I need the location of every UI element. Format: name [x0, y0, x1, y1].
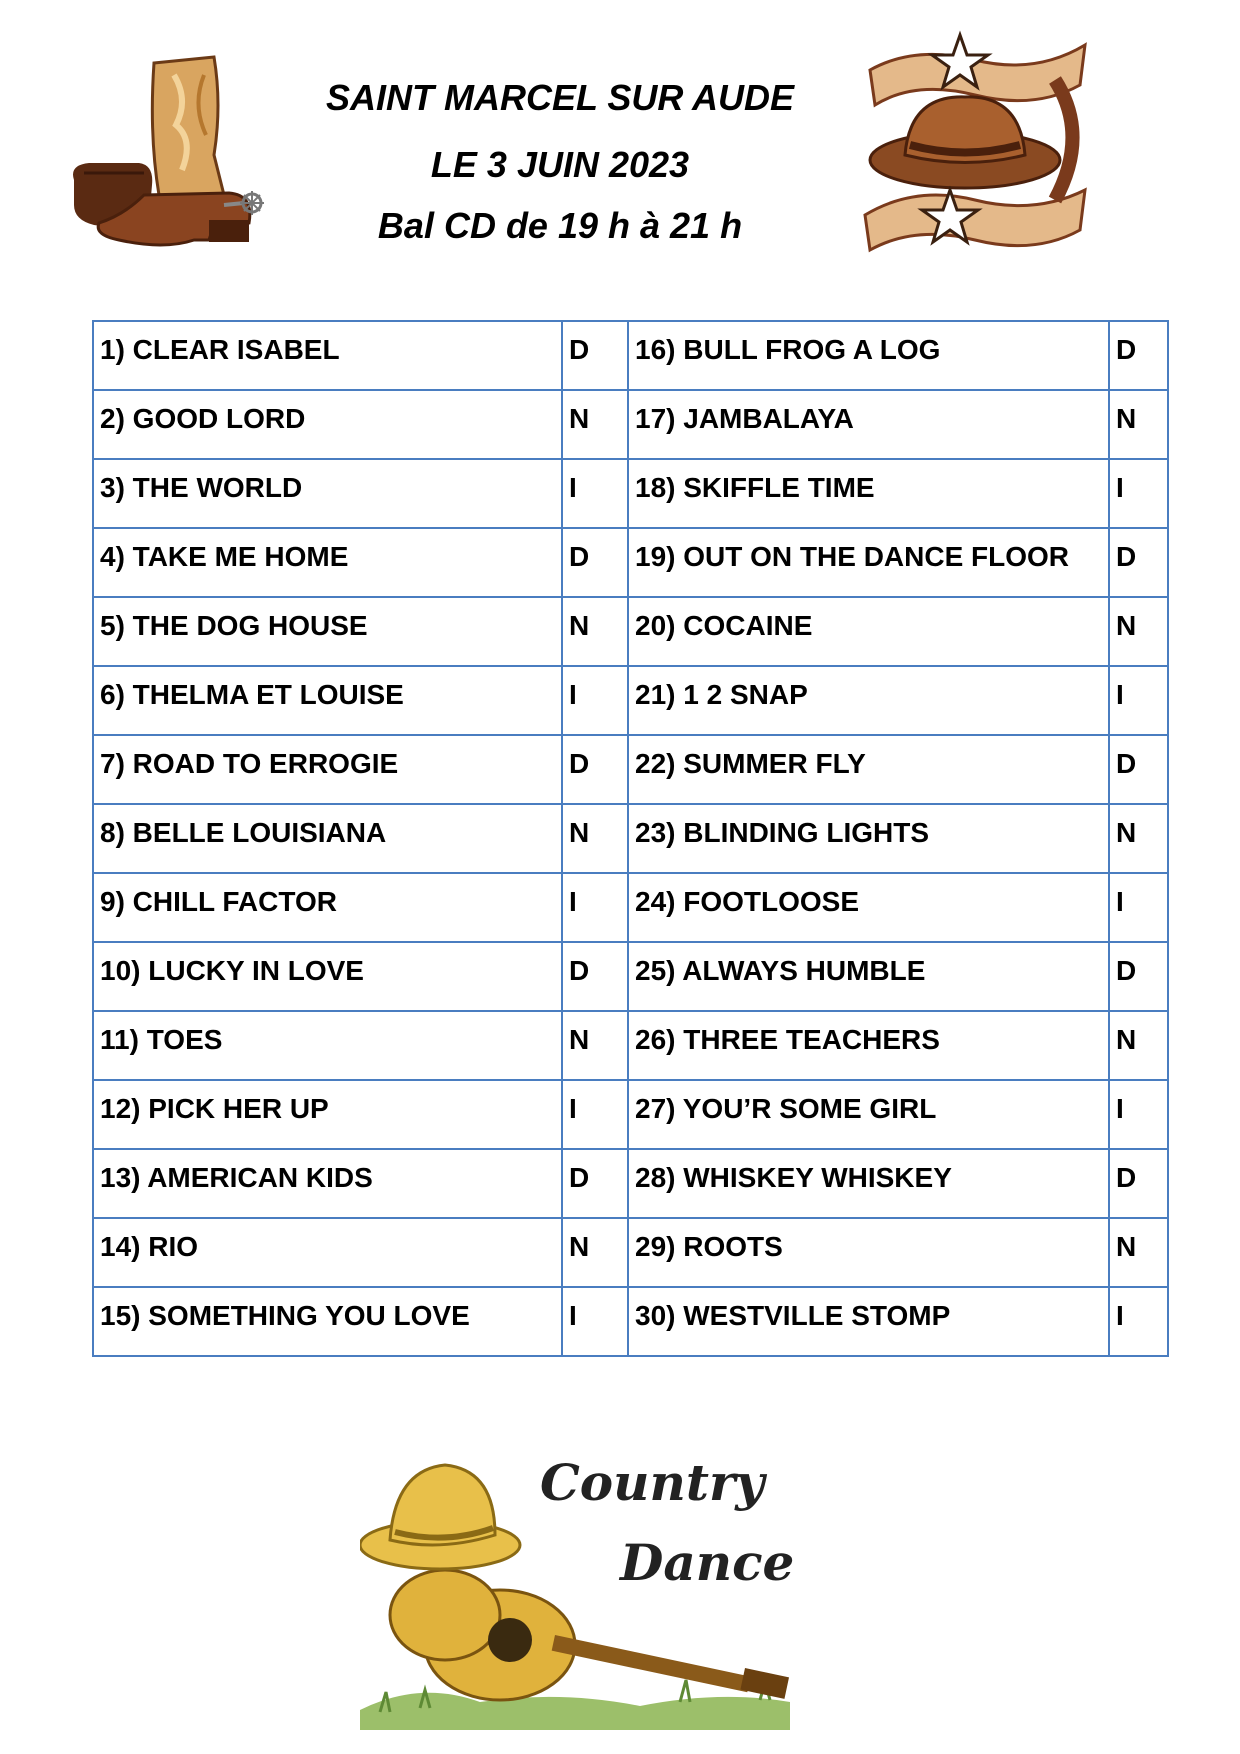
dance-title: 22) SUMMER FLY: [628, 735, 1109, 804]
dance-title: 3) THE WORLD: [93, 459, 562, 528]
dance-title: 7) ROAD TO ERROGIE: [93, 735, 562, 804]
dance-title: 15) SOMETHING YOU LOVE: [93, 1287, 562, 1356]
dance-level: D: [1109, 321, 1168, 390]
dance-level: D: [1109, 528, 1168, 597]
event-time: Bal CD de 19 h à 21 h: [377, 205, 743, 246]
dance-level: I: [562, 1287, 628, 1356]
cowboy-hat-ribbon-icon: [855, 25, 1095, 270]
dance-title: 27) YOU’R SOME GIRL: [628, 1080, 1109, 1149]
venue-title: SAINT MARCEL SUR AUDE: [325, 77, 795, 118]
logo-country-text: Country: [540, 1453, 765, 1512]
dance-level: I: [1109, 873, 1168, 942]
dance-title: 10) LUCKY IN LOVE: [93, 942, 562, 1011]
dance-level: D: [562, 1149, 628, 1218]
dance-level: N: [1109, 1011, 1168, 1080]
dance-title: 29) ROOTS: [628, 1218, 1109, 1287]
dance-title: 9) CHILL FACTOR: [93, 873, 562, 942]
table-row: [93, 390, 1168, 459]
dance-level: I: [1109, 666, 1168, 735]
dance-title: 2) GOOD LORD: [93, 390, 562, 459]
dance-title: 21) 1 2 SNAP: [628, 666, 1109, 735]
dance-title: 17) JAMBALAYA: [628, 390, 1109, 459]
dance-title: 20) COCAINE: [628, 597, 1109, 666]
table-row: [93, 666, 1168, 735]
dance-title: 4) TAKE ME HOME: [93, 528, 562, 597]
table-row: [93, 528, 1168, 597]
dance-title: 1) CLEAR ISABEL: [93, 321, 562, 390]
dance-level: I: [1109, 1287, 1168, 1356]
dance-level: D: [562, 321, 628, 390]
dance-title: 24) FOOTLOOSE: [628, 873, 1109, 942]
dance-level: I: [562, 873, 628, 942]
event-date: LE 3 JUIN 2023: [430, 144, 690, 185]
dance-title: 25) ALWAYS HUMBLE: [628, 942, 1109, 1011]
country-dance-guitar-logo: [360, 1440, 840, 1730]
dance-level: D: [562, 735, 628, 804]
dance-level: I: [1109, 459, 1168, 528]
dance-level: N: [562, 390, 628, 459]
table-row: [93, 1080, 1168, 1149]
dance-level: N: [1109, 390, 1168, 459]
table-row: [93, 804, 1168, 873]
dance-level: D: [1109, 942, 1168, 1011]
dance-title: 5) THE DOG HOUSE: [93, 597, 562, 666]
dance-title: 11) TOES: [93, 1011, 562, 1080]
dance-title: 30) WESTVILLE STOMP: [628, 1287, 1109, 1356]
dance-title: 16) BULL FROG A LOG: [628, 321, 1109, 390]
dance-level: I: [562, 666, 628, 735]
dance-title: 19) OUT ON THE DANCE FLOOR: [628, 528, 1109, 597]
dance-level: I: [1109, 1080, 1168, 1149]
dance-title: 6) THELMA ET LOUISE: [93, 666, 562, 735]
table-row: [93, 597, 1168, 666]
logo-dance-text: Dance: [620, 1533, 795, 1592]
table-row: [93, 1287, 1168, 1356]
dance-level: I: [562, 1080, 628, 1149]
dance-title: 14) RIO: [93, 1218, 562, 1287]
dance-title: 12) PICK HER UP: [93, 1080, 562, 1149]
dance-level: D: [1109, 1149, 1168, 1218]
dance-level: N: [562, 804, 628, 873]
dance-title: 13) AMERICAN KIDS: [93, 1149, 562, 1218]
table-row: [93, 873, 1168, 942]
dance-level: N: [562, 1011, 628, 1080]
table-row: [93, 942, 1168, 1011]
table-row: [93, 735, 1168, 804]
dance-level: N: [1109, 804, 1168, 873]
dance-list-table: [92, 320, 1169, 1357]
dance-title: 26) THREE TEACHERS: [628, 1011, 1109, 1080]
table-row: [93, 459, 1168, 528]
dance-level: I: [562, 459, 628, 528]
dance-title: 18) SKIFFLE TIME: [628, 459, 1109, 528]
dance-level: D: [1109, 735, 1168, 804]
table-row: [93, 1218, 1168, 1287]
dance-level: N: [1109, 597, 1168, 666]
dance-level: D: [562, 942, 628, 1011]
dance-level: N: [1109, 1218, 1168, 1287]
table-row: [93, 321, 1168, 390]
dance-title: 23) BLINDING LIGHTS: [628, 804, 1109, 873]
table-row: [93, 1011, 1168, 1080]
dance-level: N: [562, 1218, 628, 1287]
dance-title: 28) WHISKEY WHISKEY: [628, 1149, 1109, 1218]
dance-title: 8) BELLE LOUISIANA: [93, 804, 562, 873]
table-row: [93, 1149, 1168, 1218]
dance-level: D: [562, 528, 628, 597]
dance-level: N: [562, 597, 628, 666]
